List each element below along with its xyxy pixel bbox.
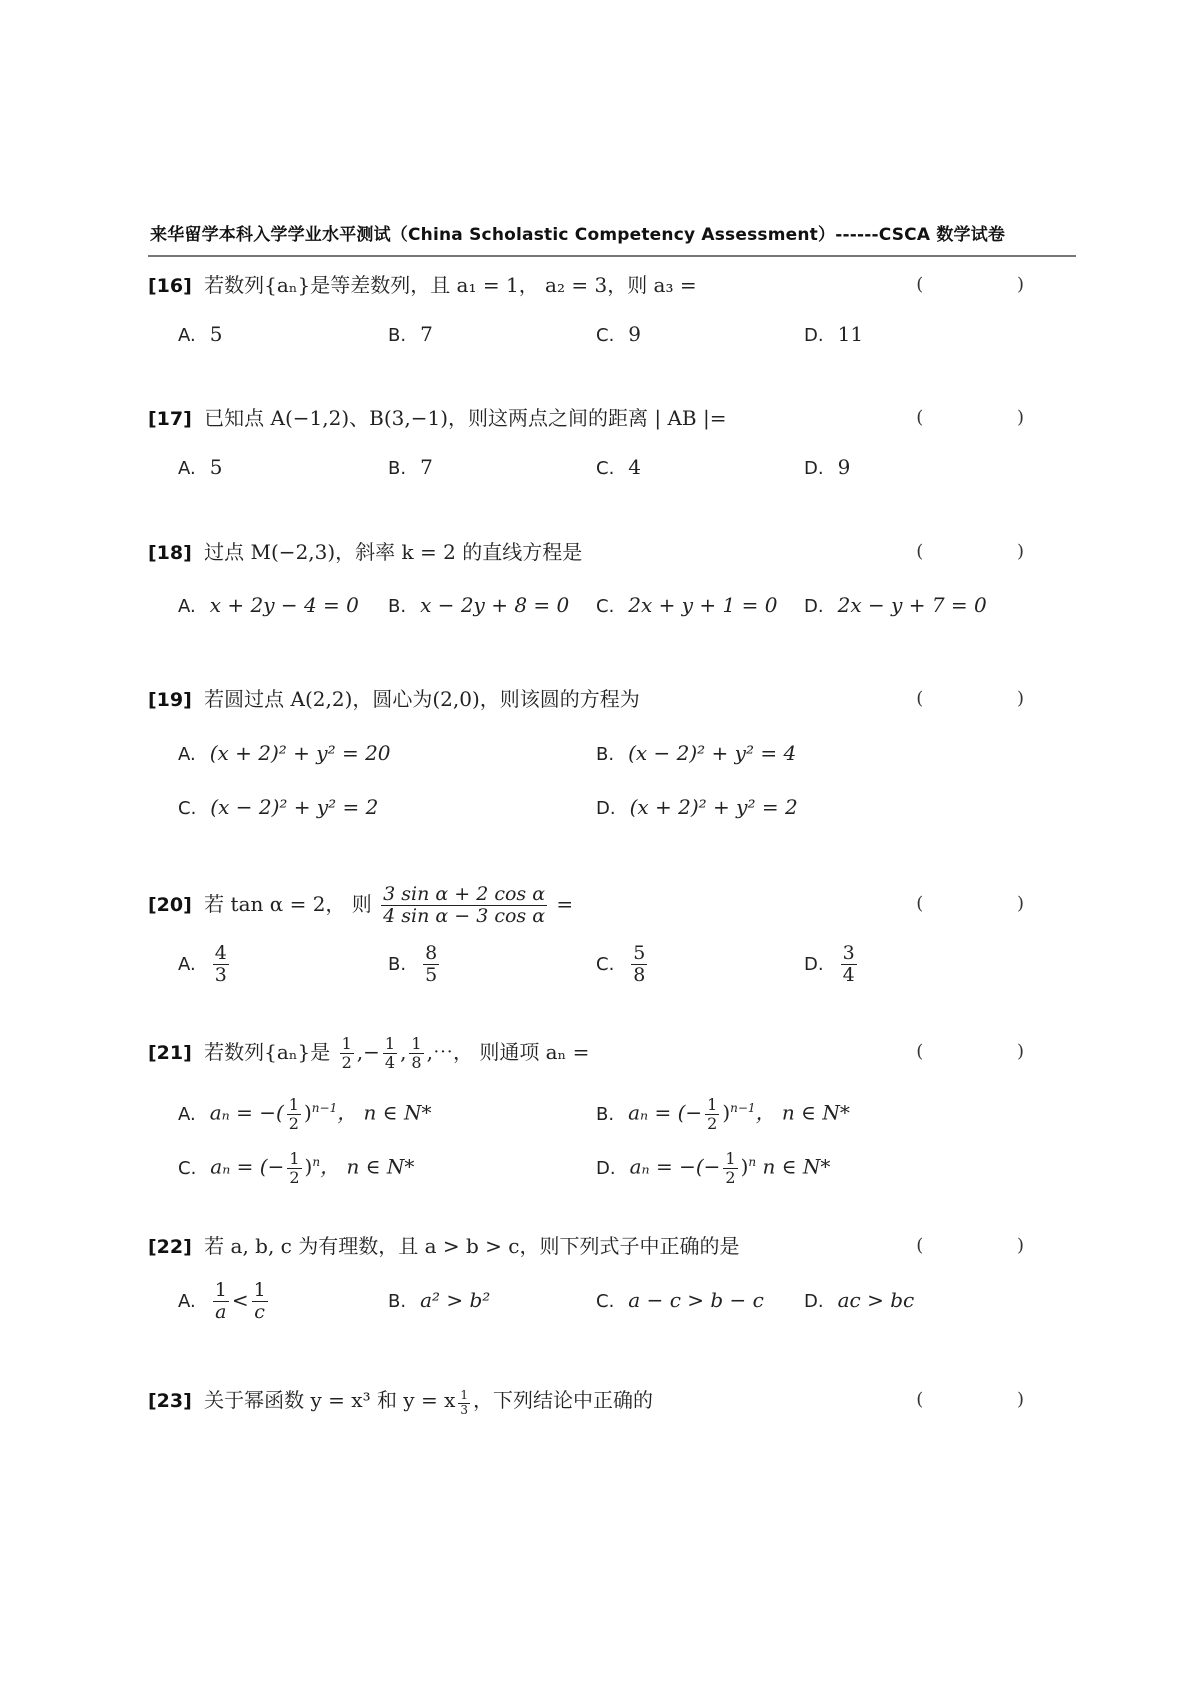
option-d: D. (x + 2)² + y² = 2 [596,795,798,819]
answer-parentheses: ( ) [916,688,1068,709]
option-b: B. 7 [388,322,433,346]
option-c: C. aₙ = (− $\frac{1}{2}$ )$^n$， n ∈ N* [178,1149,415,1187]
question-number: [16] [148,275,192,297]
option-a: A. $\frac{4}{3}$ [178,942,227,986]
option-a: A. x + 2y − 4 = 0 [178,593,359,617]
option-a: A. aₙ = −( $\frac{1}{2}$ )$^{n-1}$， n ∈ N* [178,1095,432,1133]
question-number: [23] [148,1390,192,1412]
header-divider [148,255,1076,257]
answer-parentheses: ( ) [916,1041,1068,1062]
answer-parentheses: ( ) [916,1389,1068,1410]
question-19 [148,679,1078,719]
question-22 [148,1226,1078,1266]
question-number: [20] [148,894,192,916]
exponent-fraction: $\frac{1}{3}$ [460,1388,469,1417]
answer-parentheses: ( ) [916,1235,1068,1256]
answer-parentheses: ( ) [916,274,1068,295]
option-c: C. 9 [596,322,642,346]
option-c: C. a − c > b − c [596,1288,764,1312]
option-a: A. 5 [178,322,223,346]
question-16 [148,265,1078,305]
question-20: [20] 若 tan α = 2， 则 $\frac{\text{3 sin α + 2 cos α}}{\text{4 sin α − 3 cos α}}$ = ( ) [148,876,1078,932]
option-b: B. $\frac{8}{5}$ [388,942,438,986]
question-number: [21] [148,1042,192,1064]
option-b: B. a² > b² [388,1288,491,1312]
fraction: $\frac{\text{3 sin α + 2 cos α}}{\text{4 sin α − 3 cos α}}$ [383,883,546,927]
question-stem-prefix: 若 tan α = 2， 则 [204,892,372,916]
question-stem: 若圆过点 A(2,2)，圆心为(2,0)，则该圆的方程为 [204,687,640,711]
option-b: B. (x − 2)² + y² = 4 [596,741,797,765]
option-c: C. (x − 2)² + y² = 2 [178,795,379,819]
option-a: A. 5 [178,455,223,479]
question-stem-prefix: 关于幂函数 y = x³ 和 y = x [204,1388,456,1412]
question-stem: 已知点 A(−1,2)、B(3,−1)，则这两点之间的距离 | AB |= [204,406,727,430]
option-d: D. 9 [804,455,851,479]
option-b: B. x − 2y + 8 = 0 [388,593,570,617]
page-header: 来华留学本科入学学业水平测试（China Scholastic Competency Assessment）------CSCA 数学试卷 [150,225,1006,245]
question-21: [21] 若数列{aₙ}是 $\frac{1}{2}$ ,− $\frac{1}{4}$ , $\frac{1}{8}$ ,⋯， 则通项 aₙ = ( ) [148,1024,1078,1080]
answer-parentheses: ( ) [916,541,1068,562]
option-c: C. 4 [596,455,642,479]
question-number: [18] [148,542,192,564]
question-18 [148,532,1078,572]
option-d: D. 2x − y + 7 = 0 [804,593,987,617]
answer-parentheses: ( ) [916,407,1068,428]
question-17 [148,398,1078,438]
option-c: C. 2x + y + 1 = 0 [596,593,778,617]
option-d: D. aₙ = −(− $\frac{1}{2}$ )$^n$ n ∈ N* [596,1149,831,1187]
question-stem: 若 a, b, c 为有理数，且 a > b > c，则下列式子中正确的是 [204,1234,740,1258]
option-c: C. $\frac{5}{8}$ [596,942,646,986]
question-stem-prefix: 若数列{aₙ}是 [204,1040,331,1064]
option-d: D. ac > bc [804,1288,915,1312]
question-number: [17] [148,408,192,430]
option-b: B. 7 [388,455,433,479]
option-b: B. aₙ = (− $\frac{1}{2}$ )$^{n-1}$， n ∈ N* [596,1095,850,1133]
option-a: A. $\frac{1}{a}$ < $\frac{1}{c}$ [178,1279,266,1323]
question-stem: 过点 M(−2,3)，斜率 k = 2 的直线方程是 [204,540,583,564]
option-d: D. $\frac{3}{4}$ [804,942,855,986]
question-stem: 若数列{aₙ}是等差数列，且 a₁ = 1， a₂ = 3，则 a₃ = [204,273,697,297]
option-d: D. 11 [804,322,864,346]
question-23: [23] 关于幂函数 y = x³ 和 y = x $\frac{1}{3}$ ，下列结论中正确的 ( ) [148,1372,1078,1428]
answer-parentheses: ( ) [916,893,1068,914]
question-number: [22] [148,1236,192,1258]
option-a: A. (x + 2)² + y² = 20 [178,741,391,765]
question-number: [19] [148,689,192,711]
